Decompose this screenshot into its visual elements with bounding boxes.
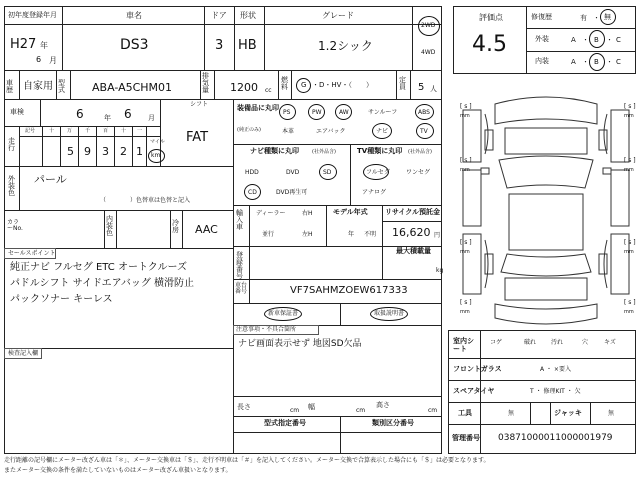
diagram-unit: mm	[460, 249, 470, 255]
first-reg-month: 6	[36, 55, 42, 64]
navi-dvd-playback: DVD再生可	[276, 189, 308, 196]
mileage-digit: 9	[84, 145, 91, 158]
interior-grade-b: B	[594, 58, 599, 66]
capacity-value: 5	[418, 82, 425, 93]
seat-label: 室内シート	[453, 337, 474, 354]
diagram-label-s: [ s ]	[624, 239, 636, 246]
exterior-grade-dash: ・	[606, 36, 613, 44]
interior-grade-label: 内装	[535, 57, 549, 65]
width-unit: cm	[356, 407, 366, 414]
mileage-digit: 3	[102, 145, 109, 158]
equipment-tv: TV	[420, 128, 428, 135]
manual: 取扱説明書	[374, 310, 405, 317]
max-load-unit: kg	[436, 267, 444, 274]
diagram-unit: mm	[624, 249, 634, 255]
grade-value: 1.2シック	[318, 39, 373, 53]
glass-label: フロントガラス	[453, 365, 502, 373]
equipment-sunroof: サンルーフ	[368, 109, 398, 116]
mgmt-label: 管理番号	[452, 434, 480, 442]
navi-sd: SD	[323, 169, 332, 176]
km-label: km	[151, 152, 161, 159]
inspector-label: 検査記入欄	[8, 350, 39, 357]
exterior-color-note: （ ）色替車は色替と記入	[100, 197, 191, 204]
import-left: 左H	[302, 231, 313, 238]
navi-note: (社外品含)	[312, 149, 336, 155]
diagram-label-s: [ s ]	[624, 157, 636, 164]
digit-label-hundred: 百	[103, 128, 109, 134]
equipment-pw: PW	[312, 109, 322, 116]
first-reg-era: H27	[10, 37, 37, 52]
fuel-label: 燃料	[281, 76, 288, 91]
seat-item: 穴	[582, 339, 589, 346]
doors-value: 3	[215, 38, 224, 53]
notes-label: 注意事項・不具合箇所	[236, 326, 297, 333]
footer-note: 走行距離の記号欄にメーター改ざん車は「＊」、メーター交換車は「＄」、走行不明車は「＃」を記入してください。メーター交換で合算表示した場合にも「＄」は必要となります。	[4, 457, 490, 464]
mileage-digit: 2	[120, 145, 127, 158]
displacement-value: 1200	[230, 81, 258, 94]
digit-label-ten-thousand-ten: 十	[49, 128, 55, 134]
exterior-grade-a: A	[571, 36, 576, 44]
diagram-unit: mm	[460, 309, 470, 315]
diagram-label-s: [ s ]	[624, 103, 636, 110]
digit-label-symbol: 記号	[25, 128, 36, 134]
chassis-label: 車台番号	[235, 282, 248, 295]
footer-note: またメーター交換の条件を満たしていないものはメーター改ざん車扱いとなります。	[4, 467, 232, 474]
model-label: 型式	[58, 79, 65, 94]
spare-label: スペアタイヤ	[453, 387, 495, 395]
mgmt-value: 03871000011000001979	[498, 433, 613, 443]
interior-color-label: 内装色	[106, 215, 113, 237]
diagram-label-s: [ s ]	[460, 103, 472, 110]
inspection-label: 車検	[10, 108, 24, 116]
max-load-label: 最大積載量	[396, 247, 431, 255]
diagram-unit: mm	[460, 167, 470, 173]
exterior-color-value: パール	[34, 173, 67, 186]
jack-label: ジャッキ	[554, 409, 582, 417]
sales-point-line: パドルシフト サイドエアバッグ 横滑防止	[10, 278, 195, 289]
repair-yes: 有	[580, 14, 587, 22]
seat-item: コゲ	[490, 339, 503, 346]
model-cert-label: 型式指定番号	[264, 419, 306, 427]
interior-grade-dash: ・	[582, 58, 589, 66]
diagram-label-s: [ s ]	[460, 299, 472, 306]
mileage-label: 走行	[8, 137, 15, 152]
ac-label: 冷房	[172, 219, 179, 234]
model-year-label: モデル年式	[333, 208, 368, 216]
repair-no: 無	[604, 13, 611, 21]
drive-2wd: 2WD	[421, 22, 436, 29]
tv-fullseg: フルセグ	[366, 169, 390, 176]
model-year-unknown: 不明	[364, 231, 377, 238]
seat-item: 汚れ	[551, 339, 564, 346]
interior-grade-a: A	[571, 58, 576, 66]
sales-point-line: 純正ナビ フルセグ ETC オートクルーズ	[10, 262, 187, 273]
exterior-grade-c: C	[616, 36, 621, 44]
class-label: 類別区分番号	[372, 419, 414, 427]
mileage-digit: 5	[67, 145, 74, 158]
navi-hdd: HDD	[245, 169, 259, 176]
diagram-unit: mm	[460, 113, 470, 119]
score-label: 評価点	[479, 13, 503, 22]
mile-label: マイル	[150, 139, 165, 145]
digit-label-ten-thousand: 万	[67, 128, 73, 134]
shift-label: シフト	[190, 101, 209, 108]
equipment-leather: 本革	[282, 128, 295, 135]
first-reg-year-suffix: 年	[40, 41, 48, 50]
capacity-unit: 人	[430, 85, 437, 93]
repair-history-label: 修復歴	[531, 13, 552, 21]
tools-label: 工具	[458, 409, 472, 417]
navi-cd: CD	[248, 189, 257, 196]
color-no-label: カラーNo.	[7, 219, 23, 232]
model-value: ABA-A5CHM01	[92, 81, 173, 94]
car-name-value: DS3	[120, 37, 149, 53]
grade-label: グレード	[322, 11, 354, 20]
inspection-month: 6	[124, 107, 132, 121]
score-value: 4.5	[472, 32, 507, 57]
exterior-grade-label: 外装	[535, 35, 549, 43]
inspection-year: 6	[76, 107, 84, 121]
displacement-label: 排気量	[202, 72, 209, 94]
sales-points-label: セールスポイント	[8, 250, 56, 257]
spare-value: T ・ 修理KIT ・ 欠	[530, 388, 581, 395]
new-warranty: 新車保証書	[268, 310, 299, 317]
import-right: 右H	[302, 210, 313, 217]
shape-value: HB	[238, 38, 257, 53]
car-name-label: 車名	[126, 11, 142, 20]
navi-title: ナビ種類に丸印	[250, 147, 299, 155]
first-reg-label: 初年度登録年月	[8, 11, 57, 19]
digit-label-one: 一	[137, 128, 143, 134]
usage-label: 車歴	[6, 79, 13, 94]
import-label: 輸入車	[236, 209, 243, 231]
recycle-label: リサイクル預託金	[385, 208, 441, 216]
doors-label: ドア	[211, 11, 227, 20]
equipment-title: 装備品に丸印	[237, 104, 279, 112]
equipment-subtitle: (純正のみ)	[237, 127, 261, 133]
interior-grade-dash: ・	[606, 58, 613, 66]
seat-item: 破れ	[524, 339, 537, 346]
tv-oneseg: ワンセグ	[406, 169, 431, 176]
fuel-g: G	[301, 81, 307, 89]
exterior-label: 外装色	[8, 175, 15, 197]
tv-analog: アナログ	[362, 189, 387, 196]
jack-value: 無	[608, 410, 615, 417]
sales-point-line: パックソナー キーレス	[10, 294, 113, 305]
equipment-abs: ABS	[418, 109, 430, 116]
length-unit: cm	[290, 407, 300, 414]
exterior-grade-b: B	[594, 36, 599, 44]
registration-label: 登録番号	[236, 251, 243, 280]
shape-label: 形状	[240, 11, 256, 20]
recycle-yen: 円	[434, 232, 441, 239]
tv-title: TV種類に丸印	[357, 147, 403, 155]
diagram-unit: mm	[624, 309, 634, 315]
displacement-unit: cc	[265, 87, 272, 94]
exterior-grade-dash: ・	[582, 36, 589, 44]
interior-grade-c: C	[616, 58, 621, 66]
digit-label-ten: 十	[121, 128, 127, 134]
car-body-diagram	[455, 90, 637, 330]
equipment-ps: PS	[283, 109, 291, 116]
notes-text: ナビ画面表示せず 地図SD欠品	[238, 339, 362, 349]
diagram-label-s: [ s ]	[460, 157, 472, 164]
diagram-unit: mm	[624, 113, 634, 119]
tv-note: (社外品含)	[408, 149, 432, 155]
recycle-value: 16,620	[392, 226, 431, 239]
diagram-label-s: [ s ]	[624, 299, 636, 306]
drive-4wd: 4WD	[421, 49, 436, 56]
inspection-year-unit: 年	[104, 114, 111, 122]
repair-dash: ・	[593, 14, 600, 22]
equipment-navi: ナビ	[376, 128, 389, 135]
seat-item: キズ	[604, 339, 616, 346]
ac-value: AAC	[195, 223, 218, 236]
shift-value: FAT	[186, 130, 209, 145]
capacity-label: 定員	[399, 76, 406, 91]
import-dealer: ディーラー	[256, 210, 286, 217]
first-reg-month-suffix: 月	[49, 56, 57, 65]
usage-value: 自家用	[23, 81, 53, 92]
tools-value: 無	[508, 410, 515, 417]
digit-label-thousand: 千	[85, 128, 91, 134]
chassis-value: VF7SAHMZOEW617333	[290, 285, 408, 296]
equipment-airbag: エアバック	[316, 128, 346, 135]
model-year-suffix: 年	[348, 231, 355, 238]
diagram-unit: mm	[624, 167, 634, 173]
inspection-month-unit: 月	[148, 114, 155, 122]
height-label: 高さ	[376, 401, 390, 409]
width-label: 幅	[308, 403, 315, 411]
fuel-options: ・D・HV・（ ）	[312, 81, 373, 89]
equipment-aw: AW	[339, 109, 349, 116]
navi-dvd: DVD	[286, 169, 300, 176]
import-parallel: 並行	[262, 231, 275, 238]
diagram-label-s: [ s ]	[460, 239, 472, 246]
height-unit: cm	[428, 407, 438, 414]
mileage-digit: 1	[136, 145, 143, 158]
length-label: 長さ	[237, 403, 251, 411]
glass-value: A ・ ×要入	[540, 366, 571, 373]
